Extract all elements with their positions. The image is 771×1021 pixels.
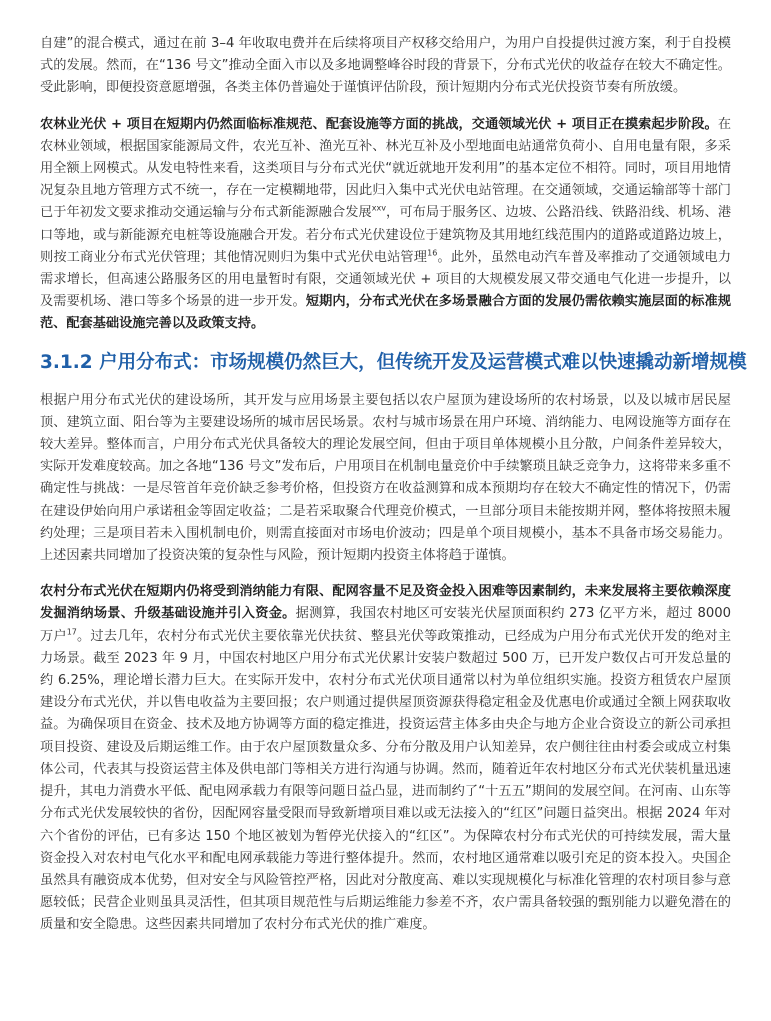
footnote-ref[interactable]: 16: [427, 248, 438, 258]
section-heading: [40, 350, 747, 376]
paragraph-text: 自建”的混合模式，通过在前 3–4 年收取电费并在后续将项目产权移交给用户，为用户自投提供过渡方案，利于自投模式的发展。然而，在“136 号文”推动全面入市以及多地调整峰谷时段的背景下，分布式光伏的收益存在较大不确定性。受此影响，即便投资意愿增强，各类主体仍普遍处于谨慎评估阶段，预计短期内分布式光伏投资节奏有所放缓。: [40, 36, 731, 96]
paragraph-text: 根据户用分布式光伏的建设场所，其开发与应用场景主要包括以农户屋顶为建设场所的农村场景，以及以城市居民屋顶、建筑立面、阳台等为主要建设场所的城市居民场景。农村与城市场景在用户环境、消纳能力、电网设施等方面存在较大差异。整体而言，户用分布式光伏具备较大的理论发展空间，但由于项目单体规模小且分散，户间条件差异较大，实际开发难度较高。加之各地“136 号文”发布后，户用项目在机制电量竞价中手续繁琐且缺乏竞争力，这将带来多重不确定性与挑战：一是尽管首年竞价缺乏参考价格，但投资方在收益测算和成本预期均存在较大不确定性的情况下，仍需在建设伊始向用户承诺租金等固定收益；二是若采取聚合代理竞价模式，一旦部分项目未能按期并网，整体将按照未履约处理；三是项目若未入围机制电价，则需直接面对市场电价波动；四是单个项目规模小，基本不具备市场交易能力。上述因素共同增加了投资决策的复杂性与风险，预计短期内投资主体将趋于谨慎。: [40, 392, 731, 564]
section-number: 3.1.2: [40, 351, 93, 373]
paragraph-conclusion-bold: 短期内，分布式光伏在多场景融合方面的发展仍需依赖实施层面的标准规范、配套基础设施完善以及政策支持。: [40, 294, 732, 332]
paragraph-text: ，可布局于服务区、边坡、公路沿线、铁路沿线、机场、港口等地，或与新能源充电桩等设施融合开发。若分布式光伏建设位于建筑物及其用地红线范围内的道路或道路边坡上，则按工商业分布式光伏管理；其他情况则归为集中式光伏电站管理: [40, 205, 732, 265]
footnote-ref[interactable]: xxv: [371, 204, 386, 214]
paragraph-lead-bold: 农村分布式光伏在短期内仍将受到消纳能力有限、配网容量不足及资金投入困难等因素制约，未来发展将主要依赖深度发掘消纳场景、升级基础设施并引入资金。: [40, 584, 731, 622]
paragraph-text: 据测算，我国农村地区可安装光伏屋顶面积约 273 亿平方米，超过 8000 万户: [40, 606, 732, 644]
paragraph-household-pv-overview: [40, 390, 731, 568]
section-title: 户用分布式：市场规模仍然巨大，但传统开发及运营模式难以快速撬动新增规模: [99, 351, 747, 373]
paragraph-text: 在农林业领域，根据国家能源局文件，农光互补、渔光互补、林光互补及小型地面电站通常负荷小、自用电量有限，多采用全额上网模式。从发电特性来看，这类项目与分布式光伏“就近就地开发利用”的基本定位不相符。同时，项目用地情况复杂且地方管理方式不统一，存在一定模糊地带，因此归入集中式光伏电站管理。在交通领域，交通运输部等十部门已于年初发文要求推动交通运输与分布式新能源融合发展: [40, 116, 731, 221]
paragraph-rural-pv: [40, 581, 731, 936]
paragraph-lead-bold: 农林业光伏 + 项目在短期内仍然面临标准规范、配套设施等方面的挑战，交通领域光伏 + 项目正在摸索起步阶段。: [40, 116, 718, 132]
paragraph-agri-transport-pv: [40, 114, 731, 336]
footnote-ref[interactable]: 17: [66, 627, 77, 637]
paragraph-self-build-model: [40, 33, 731, 100]
paragraph-text: 。过去几年，农村分布式光伏主要依靠光伏扶贫、整县光伏等政策推动，已经成为户用分布式光伏开发的绝对主力场景。截至 2023 年 9 月，中国农村地区户用分布式光伏累计安装户数超过 500 万，已开发户数仅占可开发总量的约 6.25%，理论增长潜力巨大。在实际开发中，农村分布式光伏项目通常以村为单位组织实施。投资方租赁农户屋顶建设分布式光伏，并以售电收益为主要回报；农户则通过提供屋顶资源获得稳定租金及优惠电价或通过全额上网获取收益。为确保项目在资金、技术及地方协调等方面的稳定推进，投资运营主体多由央企与地方企业合资设立的新公司承担项目投资、建设及后期运维工作。由于农户屋顶数量众多、分布分散及用户认知差异，农户侧往往由村委会或成立村集体公司，代表其与投资运营主体及供电部门等相关方进行沟通与协调。然而，随着近年农村地区分布式光伏装机量迅速提升，其电力消费水平低、配电网承载力有限等问题日益凸显，进而制约了“十五五”期间的发展空间。在河南、山东等分布式光伏发展较快的省份，因配网容量受限而导致新增项目难以或无法接入的“红区”问题日益突出。根据 2024 年对六个省份的评估，已有多达 150 个地区被划为暂停光伏接入的“红区”。为保障农村分布式光伏的可持续发展，需大量资金投入对农村电气化水平和配电网承载能力等进行整体提升。然而，农村地区通常难以吸引充足的资本投入。央国企虽然具有融资成本优势，但对安全与风险管控严格，因此对分散度高、难以实现规模化与标准化管理的农村项目参与意愿较低；民营企业则虽具灵活性，但其项目规范性与后期运维能力参差不齐，农户需具备较强的甄别能力以避免潜在的质量和安全隐患。这些因素共同增加了农村分布式光伏的推广难度。: [40, 628, 732, 933]
paragraph-text: 。此外，虽然电动汽车普及率推动了交通领域电力需求增长，但高速公路服务区的用电量暂时有限，交通领域光伏 + 项目的大规模发展又带交通电气化进一步提升，以及需要机场、港口等多个场景的进一步开发。: [40, 249, 732, 310]
